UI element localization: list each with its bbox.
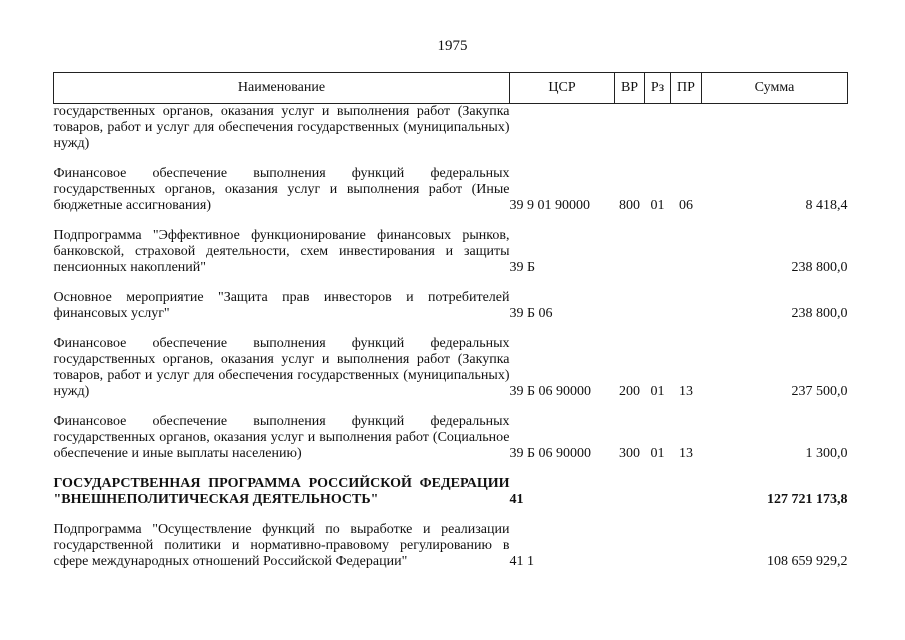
column-header-sum: Сумма bbox=[702, 73, 848, 104]
table-row bbox=[54, 522, 848, 570]
cell-rz bbox=[645, 476, 671, 508]
table-row bbox=[54, 336, 848, 400]
cell-rz bbox=[645, 104, 671, 153]
column-header-rz: Рз bbox=[645, 73, 671, 104]
table-header bbox=[54, 73, 848, 104]
cell-sum: 108 659 929,2 bbox=[767, 554, 848, 569]
cell-csr: 41 bbox=[509, 492, 524, 507]
cell-vr bbox=[615, 228, 645, 276]
table-row bbox=[54, 290, 848, 322]
cell-sum bbox=[702, 104, 848, 153]
cell-vr bbox=[615, 290, 645, 322]
page-number: 1975 bbox=[437, 38, 468, 54]
cell-sum: 238 800,0 bbox=[791, 260, 848, 275]
cell-sum: 237 500,0 bbox=[791, 384, 848, 399]
cell-csr: 39 Б bbox=[509, 260, 536, 275]
row-spacer bbox=[54, 322, 848, 336]
cell-vr: 800 bbox=[619, 198, 640, 213]
row-spacer bbox=[54, 462, 848, 476]
cell-pr bbox=[671, 290, 702, 322]
cell-rz bbox=[645, 290, 671, 322]
budget-table bbox=[53, 72, 848, 570]
cell-pr: 13 bbox=[679, 446, 693, 461]
column-header-vr: ВР bbox=[615, 73, 645, 104]
cell-rz: 01 bbox=[650, 446, 665, 461]
cell-pr bbox=[671, 104, 702, 153]
column-header-name: Наименование bbox=[54, 73, 510, 104]
cell-name: Финансовое обеспечение выполнения функций федеральных государственных органов, оказания услуг и выполнения работ (Иные бюджетные ассигнования) bbox=[53, 166, 510, 213]
table-row bbox=[54, 414, 848, 462]
row-spacer bbox=[54, 400, 848, 414]
cell-rz bbox=[645, 228, 671, 276]
cell-name: Финансовое обеспечение выполнения функций федеральных государственных органов, оказания услуг и выполнения работ (Социальное обеспечение и иные выплаты населению) bbox=[53, 414, 510, 461]
column-header-csr: ЦСР bbox=[510, 73, 615, 104]
table-row bbox=[54, 104, 848, 153]
cell-vr: 200 bbox=[619, 384, 640, 399]
cell-csr: 39 Б 06 bbox=[509, 306, 553, 321]
cell-sum: 127 721 173,8 bbox=[767, 492, 848, 507]
cell-vr bbox=[615, 522, 645, 570]
cell-name: государственных органов, оказания услуг и выполнения работ (Закупка товаров, работ и услуг для обеспечения государственных (муниципальных) нужд) bbox=[53, 104, 510, 151]
cell-pr bbox=[671, 476, 702, 508]
cell-name: Подпрограмма "Эффективное функционирование финансовых рынков, банковской, страховой деятельности, схем инвестирования и защиты пенсионных накоплений" bbox=[53, 228, 510, 275]
row-spacer bbox=[54, 214, 848, 228]
cell-rz bbox=[645, 522, 671, 570]
cell-name: Финансовое обеспечение выполнения функций федеральных государственных органов, оказания услуг и выполнения работ (Закупка товаров, работ и услуг для обеспечения государственных (муниципальных) нужд) bbox=[53, 336, 510, 399]
cell-name: ГОСУДАРСТВЕННАЯ ПРОГРАММА РОССИЙСКОЙ ФЕДЕРАЦИИ "ВНЕШНЕПОЛИТИЧЕСКАЯ ДЕЯТЕЛЬНОСТЬ" bbox=[53, 476, 510, 507]
cell-vr bbox=[615, 104, 645, 153]
cell-name: Подпрограмма "Осуществление функций по выработке и реализации государственной политики и нормативно-правовому регулированию в сфере международных отношений Российской Федерации" bbox=[53, 522, 510, 569]
cell-csr: 39 Б 06 90000 bbox=[509, 384, 592, 399]
row-spacer bbox=[54, 152, 848, 166]
cell-csr: 39 9 01 90000 bbox=[509, 198, 590, 213]
row-spacer bbox=[54, 276, 848, 290]
cell-pr bbox=[671, 228, 702, 276]
table-body bbox=[54, 104, 848, 571]
cell-pr: 13 bbox=[679, 384, 693, 399]
cell-pr bbox=[671, 522, 702, 570]
cell-csr: 41 1 bbox=[509, 554, 534, 569]
cell-sum: 8 418,4 bbox=[805, 198, 848, 213]
cell-csr bbox=[510, 104, 615, 153]
cell-vr: 300 bbox=[619, 446, 640, 461]
row-spacer bbox=[54, 508, 848, 522]
cell-rz: 01 bbox=[650, 384, 665, 399]
table-row bbox=[54, 476, 848, 508]
table-row bbox=[54, 166, 848, 214]
table-row bbox=[54, 228, 848, 276]
cell-name: Основное мероприятие "Защита прав инвесторов и потребителей финансовых услуг" bbox=[53, 290, 510, 321]
cell-sum: 1 300,0 bbox=[805, 446, 848, 461]
cell-sum: 238 800,0 bbox=[791, 306, 848, 321]
cell-csr: 39 Б 06 90000 bbox=[509, 446, 592, 461]
column-header-pr: ПР bbox=[671, 73, 702, 104]
cell-pr: 06 bbox=[679, 198, 693, 213]
cell-vr bbox=[615, 476, 645, 508]
cell-rz: 01 bbox=[650, 198, 665, 213]
